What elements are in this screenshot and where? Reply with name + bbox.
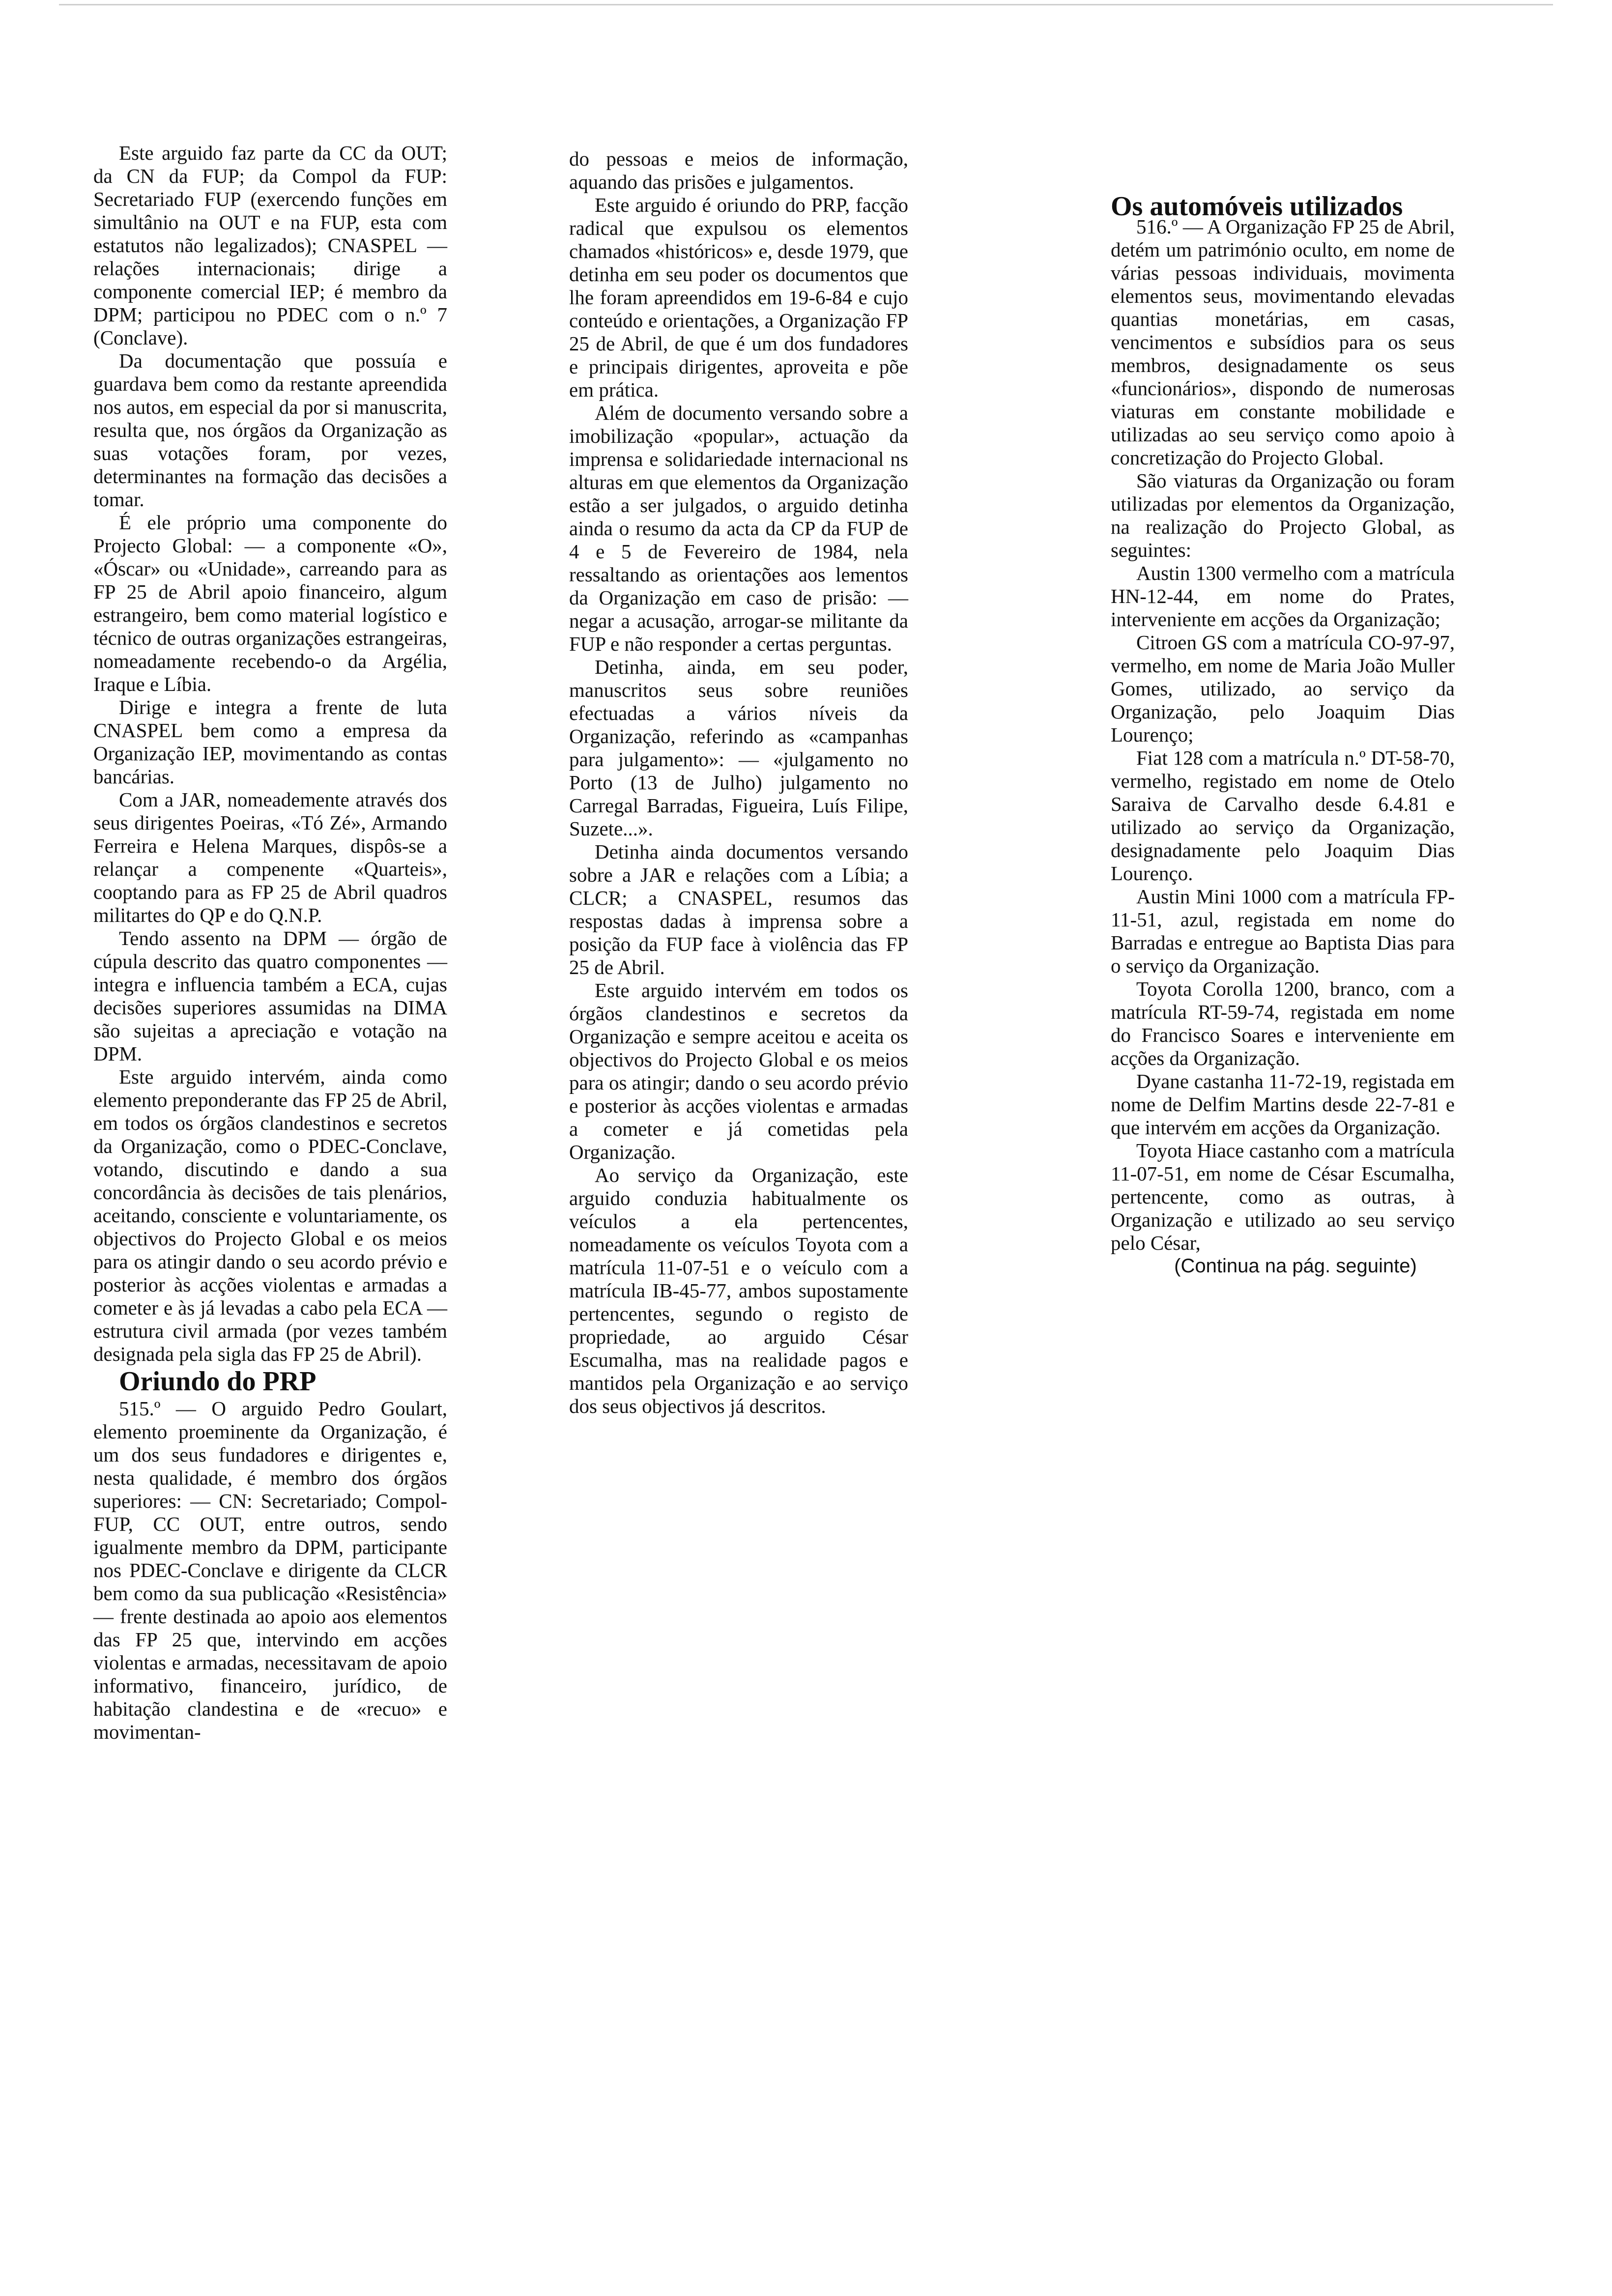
- top-edge-line: [59, 4, 1553, 5]
- column-3: [1111, 215, 1455, 1278]
- vehicle-entry: Toyota Hiace castanho com a matrícula 11-07-51, em nome de César Escumalha, pertencente, como as outras, à Organização e utilizado ao seu serviço pelo César,: [1111, 1139, 1455, 1254]
- paragraph: É ele próprio uma componente do Projecto Global: — a componente «O», «Óscar» ou «Unidade», carreando para as FP 25 de Abril apoio financeiro, algum estrangeiro, bem como material logístico e técnico de outras organizações estrangeiras, nomeadamente recebendo-o da Argélia, Iraque e Líbia.: [93, 511, 447, 695]
- vehicle-entry: Austin 1300 vermelho com a matrícula HN-12-44, em nome do Prates, interveniente em acções da Organização;: [1111, 562, 1455, 631]
- paragraph: Este arguido é oriundo do PRP, facção radical que expulsou os elementos chamados «históricos» e, desde 1979, que detinha em seu poder os documentos que lhe foram apreendidos em 19-6-84 e cujo conteúdo e orientações, a Organização FP 25 de Abril, de que é um dos fundadores e principais dirigentes, aproveita e põe em prática.: [569, 194, 908, 401]
- section-heading-oriundo-prp: Oriundo do PRP: [119, 1366, 317, 1397]
- section-heading-automoveis: Os automóveis utilizados: [1111, 191, 1403, 222]
- paragraph: Este arguido intervém em todos os órgãos clandestinos e secretos da Organização e sempre aceitou e aceita os objectivos do Projecto Global e os meios para os atingir; dando o seu acordo prévio e posterior às acções violentas e armadas a cometer e já cometidas pela Organização.: [569, 979, 908, 1163]
- paragraph: Tendo assento na DPM — órgão de cúpula descrito das quatro componentes — integra e influencia também a ECA, cujas decisões superiores assumidas na DIMA são sujeitas a apreciação e votação na DPM.: [93, 927, 447, 1065]
- vehicle-entry: Fiat 128 com a matrícula n.º DT-58-70, vermelho, registado em nome de Otelo Saraiva de Carvalho desde 6.4.81 e utilizado ao serviço da Organização, designadamente pelo Joaquim Dias Lourenço.: [1111, 746, 1455, 885]
- paragraph: Este arguido intervém, ainda como elemento preponderante das FP 25 de Abril, em todos os órgãos clandestinos e secretos da Organização, como o PDEC-Conclave, votando, discutindo e dando a sua concordância às decisões de tais plenários, aceitando, consciente e voluntariamente, os objectivos do Projecto Global e os meios para os atingir dando o seu acordo prévio e posterior às acções violentas e armadas a cometer e às já levadas a cabo pela ECA — estrutura civil armada (por vezes também designada pela sigla das FP 25 de Abril).: [93, 1065, 447, 1365]
- column-2: [569, 147, 908, 1418]
- paragraph: Dirige e integra a frente de luta CNASPEL bem como a empresa da Organização IEP, movimentando as contas bancárias.: [93, 696, 447, 788]
- paragraph: 516.º — A Organização FP 25 de Abril, detém um património oculto, em nome de várias pessoas individuais, movimenta elementos seus, movimentando elevadas quantias monetárias, em casas, vencimentos e subsídios para os seus membros, designadamente os seus «funcionários», dispondo de numerosas viaturas em constante mobilidade e utilizadas ao seu serviço como apoio à concretização do Projecto Global.: [1111, 215, 1455, 469]
- continuation-note: (Continua na pág. seguinte): [1174, 1255, 1417, 1277]
- vehicle-entry: Toyota Corolla 1200, branco, com a matrícula RT-59-74, registada em nome do Francisco Soares e interveniente em acções da Organização.: [1111, 977, 1455, 1069]
- paragraph-continued: do pessoas e meios de informação, aquando das prisões e julgamentos.: [569, 147, 908, 193]
- paragraph: Além de documento versando sobre a imobilização «popular», actuação da imprensa e solidariedade internacional ns alturas em que elementos da Organização estão a ser julgados, o arguido detinha ainda o resumo da acta da CP da FUP de 4 e 5 de Fevereiro de 1984, nela ressaltando as orientações aos lementos da Organização em caso de prisão: — negar a acusação, arrogar-se militante da FUP e não responder a certas perguntas.: [569, 402, 908, 655]
- vehicle-entry: Citroen GS com a matrícula CO-97-97, vermelho, em nome de Maria João Muller Gomes, utilizado, ao serviço da Organização, pelo Joaquim Dias Lourenço;: [1111, 631, 1455, 746]
- column-1: [93, 142, 447, 1744]
- paragraph: Ao serviço da Organização, este arguido conduzia habitualmente os veículos a ela pertencentes, nomeadamente os veículos Toyota com a matrícula 11-07-51 e o veículo com a matrícula IB-45-77, ambos supostamente pertencentes, segundo o registo de propriedade, ao arguido César Escumalha, mas na realidade pagos e mantidos pela Organização e ao serviço dos seus objectivos já descritos.: [569, 1164, 908, 1417]
- vehicle-entry: Austin Mini 1000 com a matrícula FP-11-51, azul, registada em nome do Barradas e entregue ao Baptista Dias para o serviço da Organização.: [1111, 885, 1455, 977]
- paragraph: São viaturas da Organização ou foram utilizadas por elementos da Organização, na realização do Projecto Global, as seguintes:: [1111, 469, 1455, 561]
- paragraph: Detinha ainda documentos versando sobre a JAR e relações com a Líbia; a CLCR; a CNASPEL, resumos das respostas dadas à imprensa sobre a posição da FUP face à violência das FP 25 de Abril.: [569, 840, 908, 978]
- paragraph: 515.º — O arguido Pedro Goulart, elemento proeminente da Organização, é um dos seus fundadores e dirigentes e, nesta qualidade, é membro dos órgãos superiores: — CN: Secretariado; Compol-FUP, CC OUT, entre outros, sendo igualmente membro da DPM, participante nos PDEC-Conclave e dirigente da CLCR bem como da sua publicação «Resistência» — frente destinada ao apoio aos elementos das FP 25 que, intervindo em acções violentas e armadas, necessitavam de apoio informativo, financeiro, jurídico, de habitação clandestina e de «recuo» e movimentan-: [93, 1397, 447, 1743]
- vehicle-entry: Dyane castanha 11-72-19, registada em nome de Delfim Martins desde 22-7-81 e que intervém em acções da Organização.: [1111, 1070, 1455, 1139]
- paragraph: Com a JAR, nomeademente através dos seus dirigentes Poeiras, «Tó Zé», Armando Ferreira e Helena Marques, dispôs-se a relançar a compenente «Quarteis», cooptando para as FP 25 de Abril quadros militartes do QP e do Q.N.P.: [93, 788, 447, 926]
- paragraph: Da documentação que possuía e guardava bem como da restante apreendida nos autos, em especial da por si manuscrita, resulta que, nos órgãos da Organização as suas votações foram, por vezes, determinantes na formação das decisões a tomar.: [93, 349, 447, 511]
- paragraph: Este arguido faz parte da CC da OUT; da CN da FUP; da Compol da FUP: Secretariado FUP (exercendo funções em simultânio na OUT e na FUP, esta com estatutos não legalizados); CNASPEL — relações internacionais; dirige a componente comercial IEP; é membro da DPM; participou no PDEC com o n.º 7 (Conclave).: [93, 142, 447, 349]
- paragraph: Detinha, ainda, em seu poder, manuscritos seus sobre reuniões efectuadas a vários níveis da Organização, referindo as «campanhas para julgamento»: — «julgamento no Porto (13 de Julho) julgamento no Carregal Barradas, Figueira, Luís Filipe, Suzete...».: [569, 656, 908, 840]
